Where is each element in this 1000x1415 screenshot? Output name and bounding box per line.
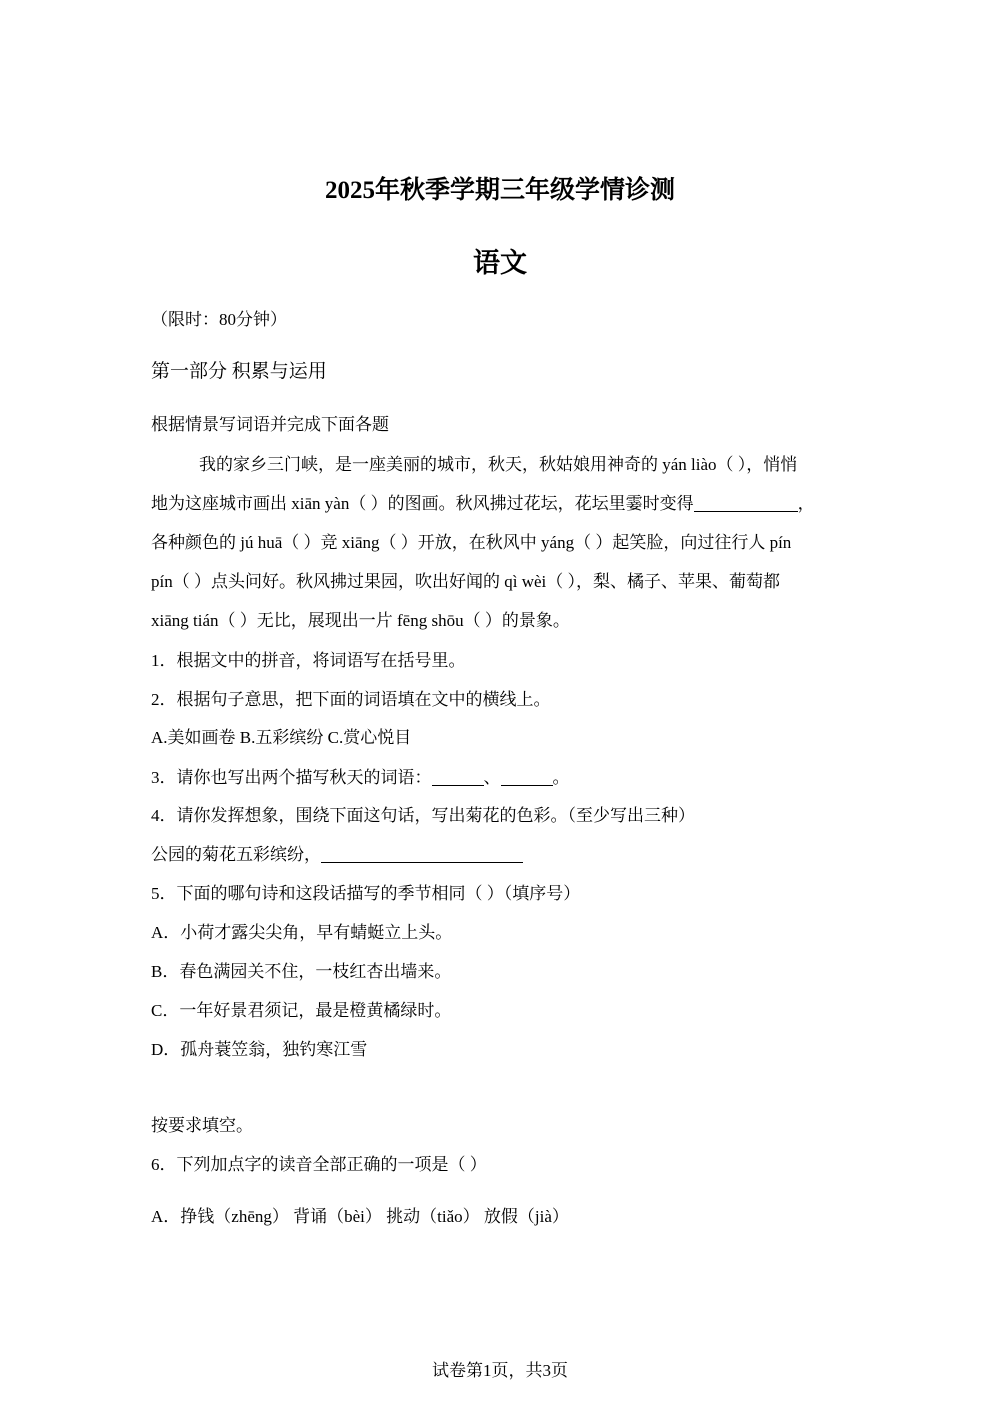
- question-4: 4．请你发挥想象，围绕下面这句话，写出菊花的色彩。（至少写出三种）: [151, 806, 695, 825]
- question-3-blank-2[interactable]: [501, 768, 553, 786]
- part-two-intro: 按要求填空。: [151, 1116, 253, 1135]
- question-6: 6．下列加点字的读音全部正确的一项是（ ）: [151, 1155, 487, 1174]
- question-4-prompt: 公园的菊花五彩缤纷，: [151, 845, 321, 864]
- question-5-option-d: D．孤舟蓑笠翁，独钓寒江雪: [151, 1040, 368, 1059]
- passage-line-2-text: 地为这座城市画出 xiān yàn（ ）的图画。秋风拂过花坛，花坛里霎时变得: [151, 494, 694, 513]
- exam-title: 2025年秋季学期三年级学情诊测: [324, 177, 675, 204]
- question-5-option-c: C．一年好景君须记，最是橙黄橘绿时。: [151, 1001, 452, 1020]
- question-5: 5．下面的哪句诗和这段话描写的季节相同（ ）（填序号）: [151, 884, 581, 903]
- question-3: [151, 763, 570, 788]
- question-6-option-a: A．挣钱（zhēng） 背诵（bèi） 挑动（tiǎo） 放假（jià）: [151, 1207, 569, 1226]
- passage-line-1: 我的家乡三门峡，是一座美丽的城市，秋天，秋姑娘用神奇的 yán liào（ ），悄悄: [199, 455, 798, 474]
- passage-line-2-end: ，: [797, 494, 815, 513]
- question-1: 1．根据文中的拼音，将词语写在括号里。: [151, 651, 466, 670]
- question-4-prompt-line: [151, 840, 523, 865]
- question-3-end: 。: [552, 768, 570, 787]
- subject-title: 语文: [473, 248, 527, 278]
- time-limit: （限时：80分钟）: [151, 310, 287, 329]
- page-footer: 试卷第1页，共3页: [432, 1361, 568, 1380]
- part-one-heading: 第一部分 积累与运用: [151, 361, 327, 382]
- section-intro: 根据情景写词语并完成下面各题: [151, 415, 389, 434]
- passage-line-3: 各种颜色的 jú huā（ ）竞 xiāng（ ）开放，在秋风中 yáng（ ）起笑脸，向过往行人 pín: [151, 533, 792, 552]
- question-5-option-b: B．春色满园关不住，一枝红杏出墙来。: [151, 962, 452, 981]
- question-3-text: 3．请你也写出两个描写秋天的词语：: [151, 768, 432, 787]
- question-4-blank[interactable]: [321, 845, 523, 863]
- question-3-blank-1[interactable]: [432, 768, 484, 786]
- question-3-sep: 、: [483, 768, 501, 787]
- question-5-option-a: A．小荷才露尖尖角，早有蜻蜓立上头。: [151, 923, 453, 942]
- question-2-options: A.美如画卷 B.五彩缤纷 C.赏心悦目: [151, 728, 412, 747]
- passage-blank[interactable]: [694, 494, 798, 512]
- passage-line-2: [151, 489, 815, 514]
- passage-line-4: pín（ ）点头问好。秋风拂过果园，吹出好闻的 qì wèi（ ），梨、橘子、苹果、葡萄都: [151, 572, 780, 591]
- passage-line-5: xiāng tián（ ）无比，展现出一片 fēng shōu（ ）的景象。: [151, 611, 570, 630]
- question-2: 2．根据句子意思，把下面的词语填在文中的横线上。: [151, 690, 551, 709]
